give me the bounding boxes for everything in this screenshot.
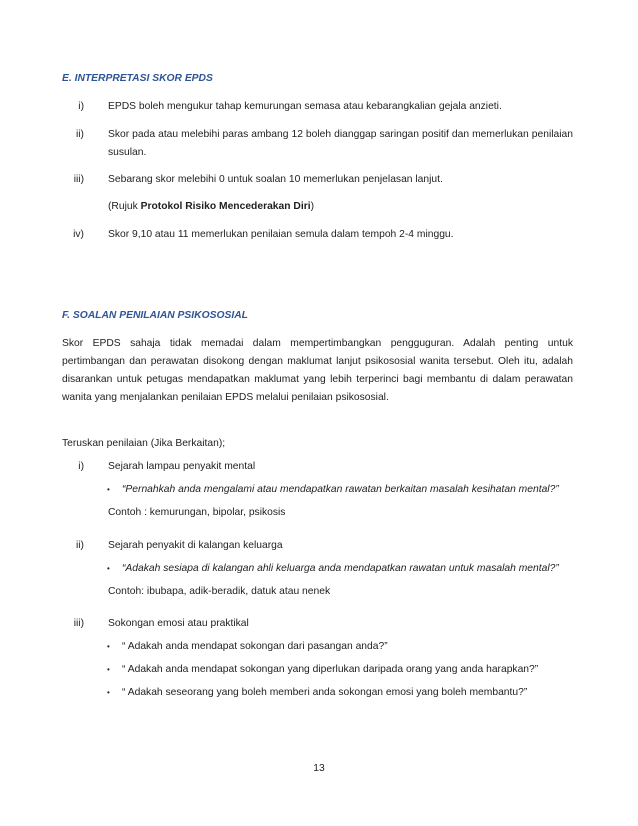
question-text: “Pernahkah anda mengalami atau mendapatkan rawatan berkaitan masalah kesihatan mental?” xyxy=(122,484,559,495)
list-item: EPDS boleh mengukur tahap kemurungan semasa atau kebarangkalian gejala anzieti. xyxy=(108,101,502,112)
bullet-icon: • xyxy=(107,665,110,674)
list-marker: i) xyxy=(78,101,84,112)
list-marker: iii) xyxy=(73,174,84,185)
list-item: Sebarang skor melebihi 0 untuk soalan 10 memerlukan penjelasan lanjut. xyxy=(108,174,443,185)
page-number: 13 xyxy=(313,763,325,774)
intro-text: Teruskan penilaian (Jika Berkaitan); xyxy=(62,438,226,449)
protocol-reference: Protokol Risiko Mencederakan Diri xyxy=(140,201,311,212)
bullet-icon: • xyxy=(107,642,110,651)
list-item: Skor 9,10 atau 11 memerlukan penilaian semula dalam tempoh 2-4 minggu. xyxy=(108,229,454,240)
paragraph-line: wanita yang menjalankan penilaian EPDS melalui penilaian psikososial. xyxy=(62,392,389,403)
list-marker: i) xyxy=(78,461,84,472)
question-text: “ Adakah anda mendapat sokongan yang diperlukan daripada orang yang anda harapkan?” xyxy=(122,664,539,675)
paragraph-line: disarankan untuk petugas mendapatkan maklumat yang lebih terperinci bagi membantu di dalam perawatan xyxy=(62,374,573,385)
list-marker: ii) xyxy=(75,540,84,551)
section-f-heading: F. SOALAN PENILAIAN PSIKOSOSIAL xyxy=(62,310,248,321)
paragraph-line: pertimbangan dan perawatan disokong dengan maklumat lanjut psikososial wanita tersebut. Oleh itu, adalah xyxy=(62,356,573,367)
list-item: Skor pada atau melebihi paras ambang 12 boleh dianggap saringan positif dan memerlukan penilaian xyxy=(108,129,573,140)
item-title: Sejarah lampau penyakit mental xyxy=(108,461,256,472)
question-text: “ Adakah anda mendapat sokongan dari pasangan anda?” xyxy=(122,641,388,652)
list-item-continuation: susulan. xyxy=(108,147,147,158)
list-marker: ii) xyxy=(75,129,84,140)
example-text: Contoh : kemurungan, bipolar, psikosis xyxy=(108,507,286,518)
bullet-icon: • xyxy=(107,688,110,697)
paragraph-line: Skor EPDS sahaja tidak memadai dalam mempertimbangkan pengguguran. Adalah penting untuk xyxy=(62,338,573,349)
question-text: “Adakah sesiapa di kalangan ahli keluarga anda mendapatkan rawatan untuk masalah mental?” xyxy=(122,563,559,574)
reference-note: (Rujuk Protokol Risiko Mencederakan Diri) xyxy=(108,201,315,212)
item-title: Sokongan emosi atau praktikal xyxy=(108,618,249,629)
example-text: Contoh: ibubapa, adik-beradik, datuk atau nenek xyxy=(108,586,331,597)
list-marker: iv) xyxy=(73,229,84,240)
bullet-icon: • xyxy=(107,485,110,494)
list-marker: iii) xyxy=(73,618,84,629)
bullet-icon: • xyxy=(107,564,110,573)
item-title: Sejarah penyakit di kalangan keluarga xyxy=(108,540,283,551)
section-e-heading: E. INTERPRETASI SKOR EPDS xyxy=(62,73,213,84)
question-text: “ Adakah seseorang yang boleh memberi anda sokongan emosi yang boleh membantu?” xyxy=(122,687,528,698)
